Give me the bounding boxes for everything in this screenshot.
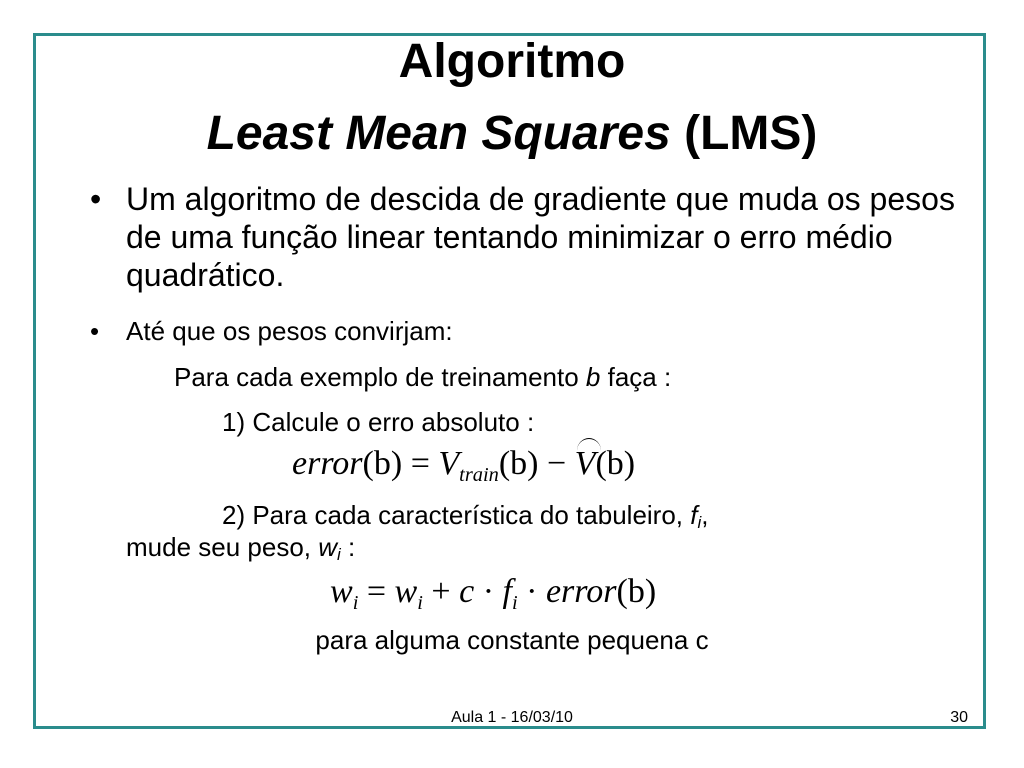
- step-1: 1) Calcule o erro absoluto :: [222, 407, 535, 437]
- step-2-sub: i: [697, 513, 702, 533]
- formula-v: V: [438, 445, 460, 482]
- title-rest-part: (LMS): [670, 107, 818, 160]
- formula-arg: (b): [362, 445, 403, 482]
- formula-v-hat: V: [574, 445, 596, 482]
- bullet-marker: •: [90, 316, 100, 346]
- formula-error-term: error: [292, 445, 363, 482]
- formula-w-sub: i: [352, 592, 359, 615]
- bullet-text: Até que os pesos convirjam:: [126, 316, 453, 346]
- footer-date: Aula 1 - 16/03/10: [451, 709, 573, 726]
- bullet-text: Um algoritmo de descida de gradiente que muda os pesos de uma função linear tentando minimizar o erro médio quadrático.: [126, 181, 955, 293]
- page-number: 30: [950, 709, 968, 726]
- formula-w-sub: i: [417, 592, 423, 615]
- formula-f-sub: i: [511, 592, 518, 615]
- formula-arg: (b): [616, 573, 657, 610]
- step-intro-post: faça :: [600, 362, 672, 392]
- formula-error-term: error: [545, 573, 617, 610]
- step-2-cont: [126, 532, 356, 565]
- formula-plus: +: [422, 573, 460, 610]
- step-intro: [174, 362, 671, 392]
- formula-minus: −: [538, 445, 575, 482]
- formula-dot: ·: [474, 573, 503, 610]
- step-2: [222, 500, 709, 533]
- slide-title-line1: Algoritmo: [398, 35, 626, 88]
- step-2-post: ,: [701, 500, 709, 530]
- formula-w: w: [330, 573, 353, 610]
- formula-w: w: [394, 573, 418, 610]
- slide-title-line2: [0, 107, 1024, 160]
- step-2b-var: w: [318, 532, 338, 562]
- formula-arg: (b): [595, 445, 636, 482]
- step-2-pre: 2) Para cada característica do tabuleiro,: [222, 500, 691, 530]
- error-formula: [292, 444, 636, 487]
- formula-train-sub: train: [459, 464, 499, 487]
- step-2b-post: :: [340, 532, 356, 562]
- formula-equals: =: [358, 573, 395, 610]
- step-intro-pre: Para cada exemplo de treinamento: [174, 362, 586, 392]
- formula-f: f: [502, 573, 512, 610]
- step-2b-sub: i: [337, 545, 341, 565]
- formula-dot: ·: [517, 573, 546, 610]
- weight-update-formula: [330, 572, 657, 615]
- title-italic-part: Least Mean Squares: [206, 107, 671, 160]
- constant-note: para alguma constante pequena c: [315, 625, 709, 655]
- step-2b-pre: mude seu peso,: [126, 532, 319, 562]
- formula-equals: =: [402, 445, 439, 482]
- step-intro-var: b: [585, 362, 601, 392]
- bullet-marker: •: [90, 181, 102, 217]
- step-2-var: f: [690, 500, 698, 530]
- formula-c: c: [459, 573, 475, 610]
- formula-arg: (b): [498, 445, 539, 482]
